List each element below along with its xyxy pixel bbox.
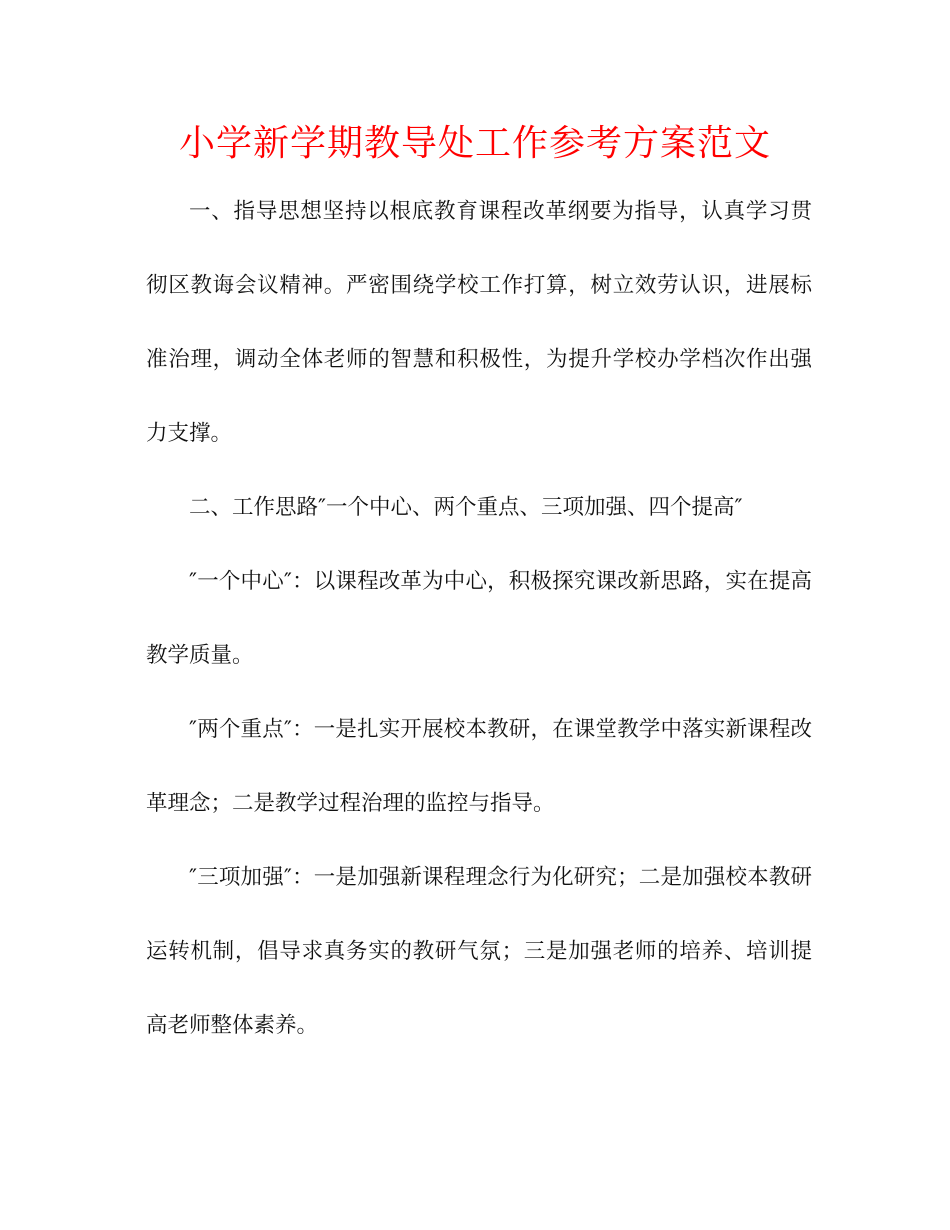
paragraph-guiding-ideology: 一、指导思想坚持以根底教育课程改革纲要为指导，认真学习贯彻区教诲会议精神。严密围绕学校工作打算，树立效劳认识，进展标准治理，调动全体老师的智慧和积极性，为提升学校办学档次作出强力支撑。: [146, 199, 812, 446]
paragraph-three-strengthenings: ″三项加强″：一是加强新课程理念行为化研究；二是加强校本教研运转机制，倡导求真务实的教研气氛；三是加强老师的培养、培训提高老师整体素养。: [146, 865, 812, 1038]
paragraph-work-approach: 二、工作思路″一个中心、两个重点、三项加强、四个提高″: [189, 495, 743, 520]
document-body: [146, 175, 812, 1063]
document-title: 小学新学期教导处工作参考方案范文: [178, 123, 771, 164]
paragraph-one-center: ″一个中心″：以课程改革为中心，积极探究课改新思路，实在提高教学质量。: [146, 569, 812, 668]
paragraph-two-focuses: ″两个重点″：一是扎实开展校本教研，在课堂教学中落实新课程改革理念；二是教学过程治理的监控与指导。: [146, 717, 812, 816]
